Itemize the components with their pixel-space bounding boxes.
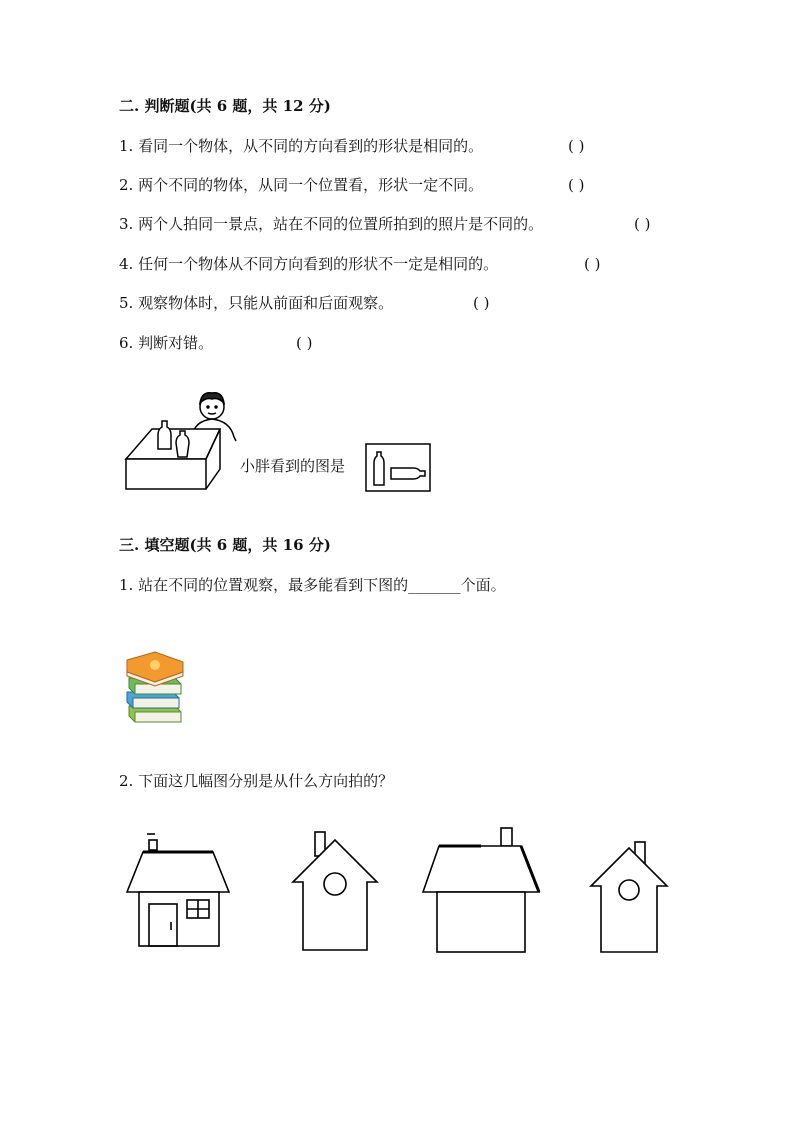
answer-blank-1[interactable]: ( ) [568, 137, 585, 155]
section2-title: 二. 判断题(共 6 题，共 12 分) [119, 97, 331, 115]
view-box-figure [365, 443, 431, 493]
question-3: 3. 两个人拍同一景点，站在不同的位置所拍到的照片是不同的。 [119, 215, 544, 233]
answer-blank-6[interactable]: ( ) [296, 334, 313, 352]
question-6: 6. 判断对错。 [119, 334, 214, 352]
question-5: 5. 观察物体时，只能从前面和后面观察。 [119, 294, 394, 312]
house-side-view-2-figure [589, 840, 669, 955]
house-back-view-figure [421, 824, 541, 954]
answer-blank-5[interactable]: ( ) [473, 294, 490, 312]
answer-blank-2[interactable]: ( ) [568, 176, 585, 194]
figure-caption: 小胖看到的图是 [240, 457, 346, 475]
answer-blank-3[interactable]: ( ) [634, 215, 651, 233]
fill-question-2: 2. 下面这几幅图分别是从什么方向拍的？ [119, 772, 394, 790]
books-stack-figure [125, 648, 185, 728]
section3-title: 三. 填空题(共 6 题，共 16 分) [119, 536, 331, 554]
fill-question-1: 1. 站在不同的位置观察，最多能看到下图的_______个面。 [119, 576, 506, 594]
question-4: 4. 任何一个物体从不同方向看到的形状不一定是相同的。 [119, 255, 499, 273]
question-1: 1. 看同一个物体，从不同的方向看到的形状是相同的。 [119, 137, 484, 155]
child-table-bottles-figure [122, 385, 252, 495]
answer-blank-4[interactable]: ( ) [584, 255, 601, 273]
question-2: 2. 两个不同的物体，从同一个位置看，形状一定不同。 [119, 176, 484, 194]
house-front-view-figure [125, 830, 235, 950]
house-side-view-figure [291, 828, 381, 953]
